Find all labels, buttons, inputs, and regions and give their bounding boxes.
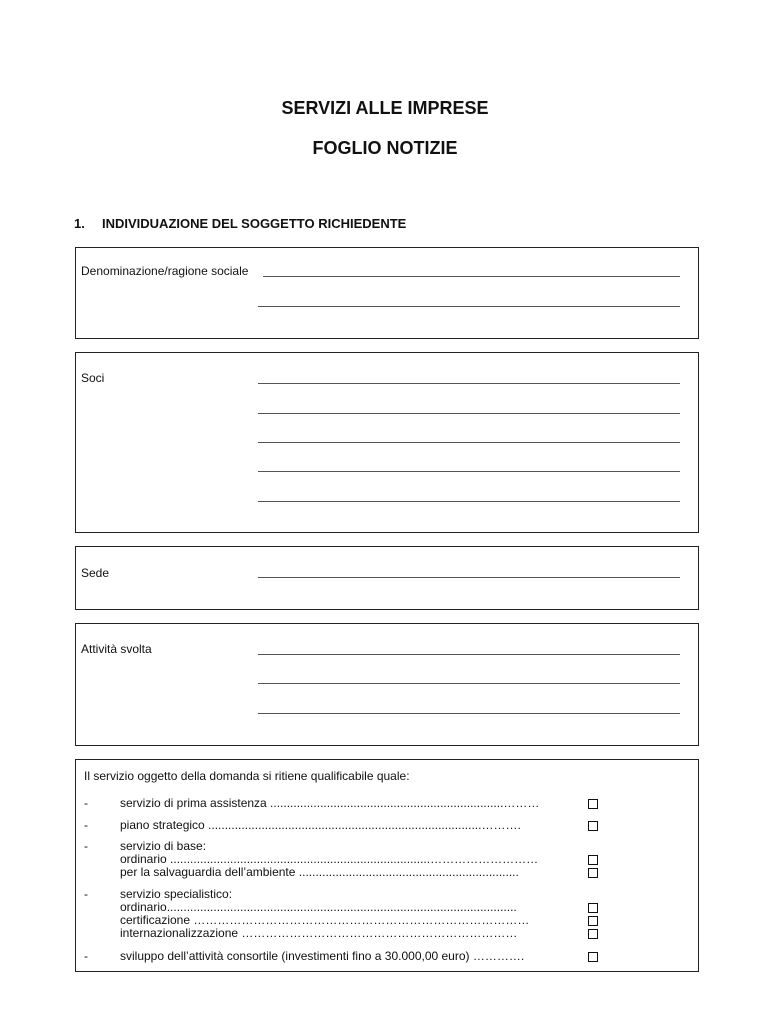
denominazione-label: Denominazione/ragione sociale xyxy=(81,264,249,278)
service-piano-strategico: piano strategico ..................................................................................………. xyxy=(120,818,521,832)
service-base-heading: servizio di base: xyxy=(120,839,207,853)
document-title: SERVIZI ALLE IMPRESE xyxy=(281,98,489,118)
checkbox-spec-internazionalizzazione[interactable] xyxy=(588,929,598,939)
checkbox-base-ordinario[interactable] xyxy=(588,855,598,865)
document-subtitle: FOGLIO NOTIZIE xyxy=(312,138,458,158)
checkbox-sviluppo[interactable] xyxy=(588,952,598,962)
soci-label: Soci xyxy=(81,371,105,385)
denominazione-box xyxy=(75,247,699,339)
checkbox-piano-strategico[interactable] xyxy=(588,821,598,831)
attivita-box xyxy=(75,623,699,746)
services-box xyxy=(75,759,699,972)
checkbox-spec-certificazione[interactable] xyxy=(588,916,598,926)
sede-box xyxy=(75,546,699,610)
section-number: 1. xyxy=(74,216,85,231)
attivita-line-3[interactable] xyxy=(258,713,680,714)
attivita-label: Attività svolta xyxy=(81,642,152,656)
attivita-line-1[interactable] xyxy=(258,654,680,655)
service-spec-ordinario: ordinario......................................................................................................... xyxy=(120,900,517,914)
checkbox-spec-ordinario[interactable] xyxy=(588,903,598,913)
dash: - xyxy=(84,796,88,810)
soci-line-2[interactable] xyxy=(258,413,680,414)
service-prima-assistenza: servizio di prima assistenza ......................................................................……… xyxy=(120,796,540,810)
denominazione-line-2[interactable] xyxy=(258,306,680,307)
service-spec-internazionalizzazione: internazionalizzazione …………………………………………………………… xyxy=(120,926,518,940)
service-base-ordinario: ordinario ..............................................................................……………………… xyxy=(120,852,539,866)
service-spec-heading: servizio specialistico: xyxy=(120,887,233,901)
soci-box xyxy=(75,352,699,533)
sede-line[interactable] xyxy=(258,577,680,578)
soci-line-1[interactable] xyxy=(258,383,680,384)
dash: - xyxy=(84,839,88,853)
dash: - xyxy=(84,818,88,832)
checkbox-base-salvaguardia[interactable] xyxy=(588,868,598,878)
checkbox-prima-assistenza[interactable] xyxy=(588,799,598,809)
section-heading xyxy=(74,216,406,231)
section-title: INDIVIDUAZIONE DEL SOGGETTO RICHIEDENTE xyxy=(102,216,407,231)
denominazione-line-1[interactable] xyxy=(263,276,680,277)
attivita-line-2[interactable] xyxy=(258,683,680,684)
dash: - xyxy=(84,949,88,963)
service-sviluppo: sviluppo dell’attività consortile (investimenti fino a 30.000,00 euro) …………. xyxy=(120,949,525,963)
soci-line-4[interactable] xyxy=(258,471,680,472)
sede-label: Sede xyxy=(81,566,110,580)
services-intro: Il servizio oggetto della domanda si ritiene qualificabile quale: xyxy=(84,769,410,783)
soci-line-3[interactable] xyxy=(258,442,680,443)
service-spec-certificazione: certificazione ………………………………………………………………………… xyxy=(120,913,530,927)
soci-line-5[interactable] xyxy=(258,501,680,502)
dash: - xyxy=(84,887,88,901)
service-base-salvaguardia: per la salvaguardia dell’ambiente .................................................................. xyxy=(120,865,519,879)
